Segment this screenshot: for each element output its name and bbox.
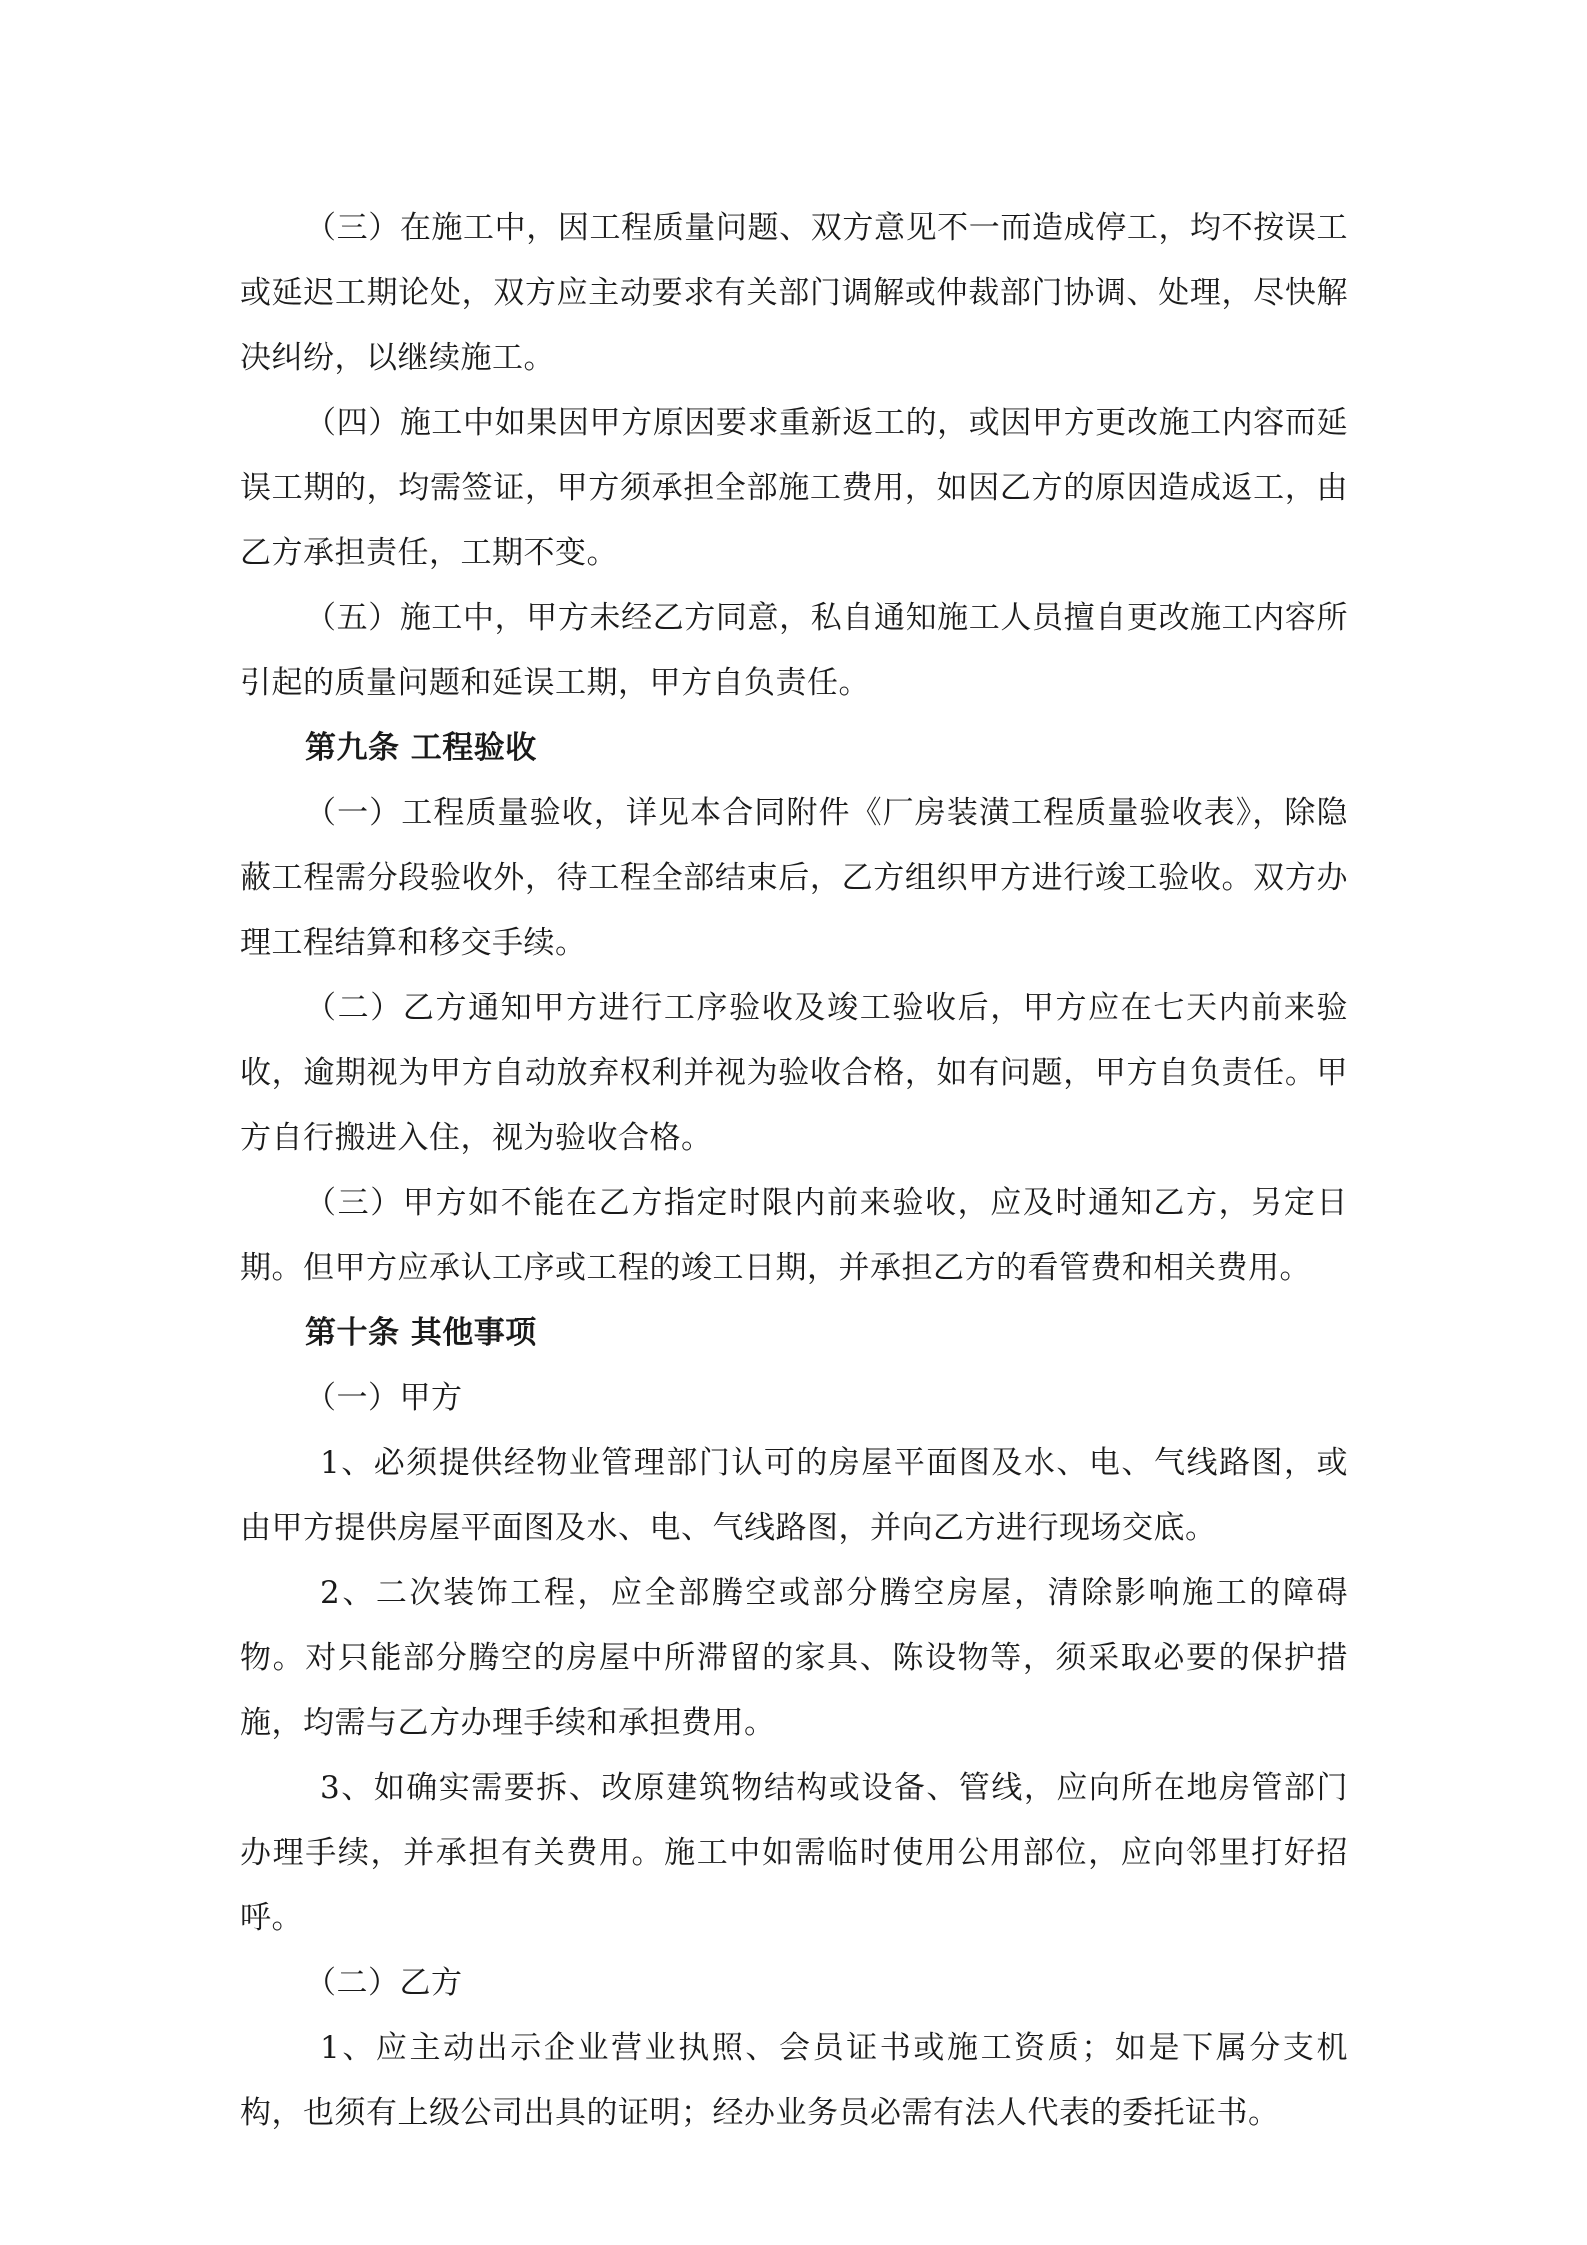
clause-10-party-a-item-3: 3、如确实需要拆、改原建筑物结构或设备、管线，应向所在地房管部门办理手续，并承担有关费用。施工中如需临时使用公用部位，应向邻里打好招呼。 xyxy=(240,1770,1348,1936)
clause-8-item-4: （四）施工中如果因甲方原因要求重新返工的，或因甲方更改施工内容而延误工期的，均需签证，甲方须承担全部施工费用，如因乙方的原因造成返工，由乙方承担责任，工期不变。 xyxy=(240,405,1348,571)
clause-10-heading: 第十条 其他事项 xyxy=(305,1315,537,1351)
clause-10-party-a-heading: （一）甲方 xyxy=(305,1380,463,1416)
clause-8-item-5: （五）施工中，甲方未经乙方同意，私自通知施工人员擅自更改施工内容所引起的质量问题和延误工期，甲方自负责任。 xyxy=(240,600,1348,701)
clause-10-party-a-item-2: 2、二次装饰工程，应全部腾空或部分腾空房屋，清除影响施工的障碍物。对只能部分腾空的房屋中所滞留的家具、陈设物等，须采取必要的保护措施，均需与乙方办理手续和承担费用。 xyxy=(240,1575,1348,1741)
clause-9-item-2: （二）乙方通知甲方进行工序验收及竣工验收后，甲方应在七天内前来验收，逾期视为甲方自动放弃权利并视为验收合格，如有问题，甲方自负责任。甲方自行搬进入住，视为验收合格。 xyxy=(240,990,1348,1156)
clause-9-item-1: （一）工程质量验收，详见本合同附件《厂房装潢工程质量验收表》，除隐蔽工程需分段验收外，待工程全部结束后，乙方组织甲方进行竣工验收。双方办理工程结算和移交手续。 xyxy=(240,795,1348,961)
clause-10-party-b-heading: （二）乙方 xyxy=(305,1965,463,2001)
clause-9-heading: 第九条 工程验收 xyxy=(305,730,537,766)
clause-8-item-3: （三）在施工中，因工程质量问题、双方意见不一而造成停工，均不按误工或延迟工期论处，双方应主动要求有关部门调解或仲裁部门协调、处理，尽快解决纠纷，以继续施工。 xyxy=(240,210,1348,376)
clause-10-party-a-item-1: 1、必须提供经物业管理部门认可的房屋平面图及水、电、气线路图，或由甲方提供房屋平面图及水、电、气线路图，并向乙方进行现场交底。 xyxy=(240,1445,1348,1546)
document-body xyxy=(240,196,1348,2146)
clause-10-party-b-item-1: 1、应主动出示企业营业执照、会员证书或施工资质；如是下属分支机构，也须有上级公司出具的证明；经办业务员必需有法人代表的委托证书。 xyxy=(240,2030,1348,2131)
clause-9-item-3: （三）甲方如不能在乙方指定时限内前来验收，应及时通知乙方，另定日期。但甲方应承认工序或工程的竣工日期，并承担乙方的看管费和相关费用。 xyxy=(240,1185,1348,1286)
